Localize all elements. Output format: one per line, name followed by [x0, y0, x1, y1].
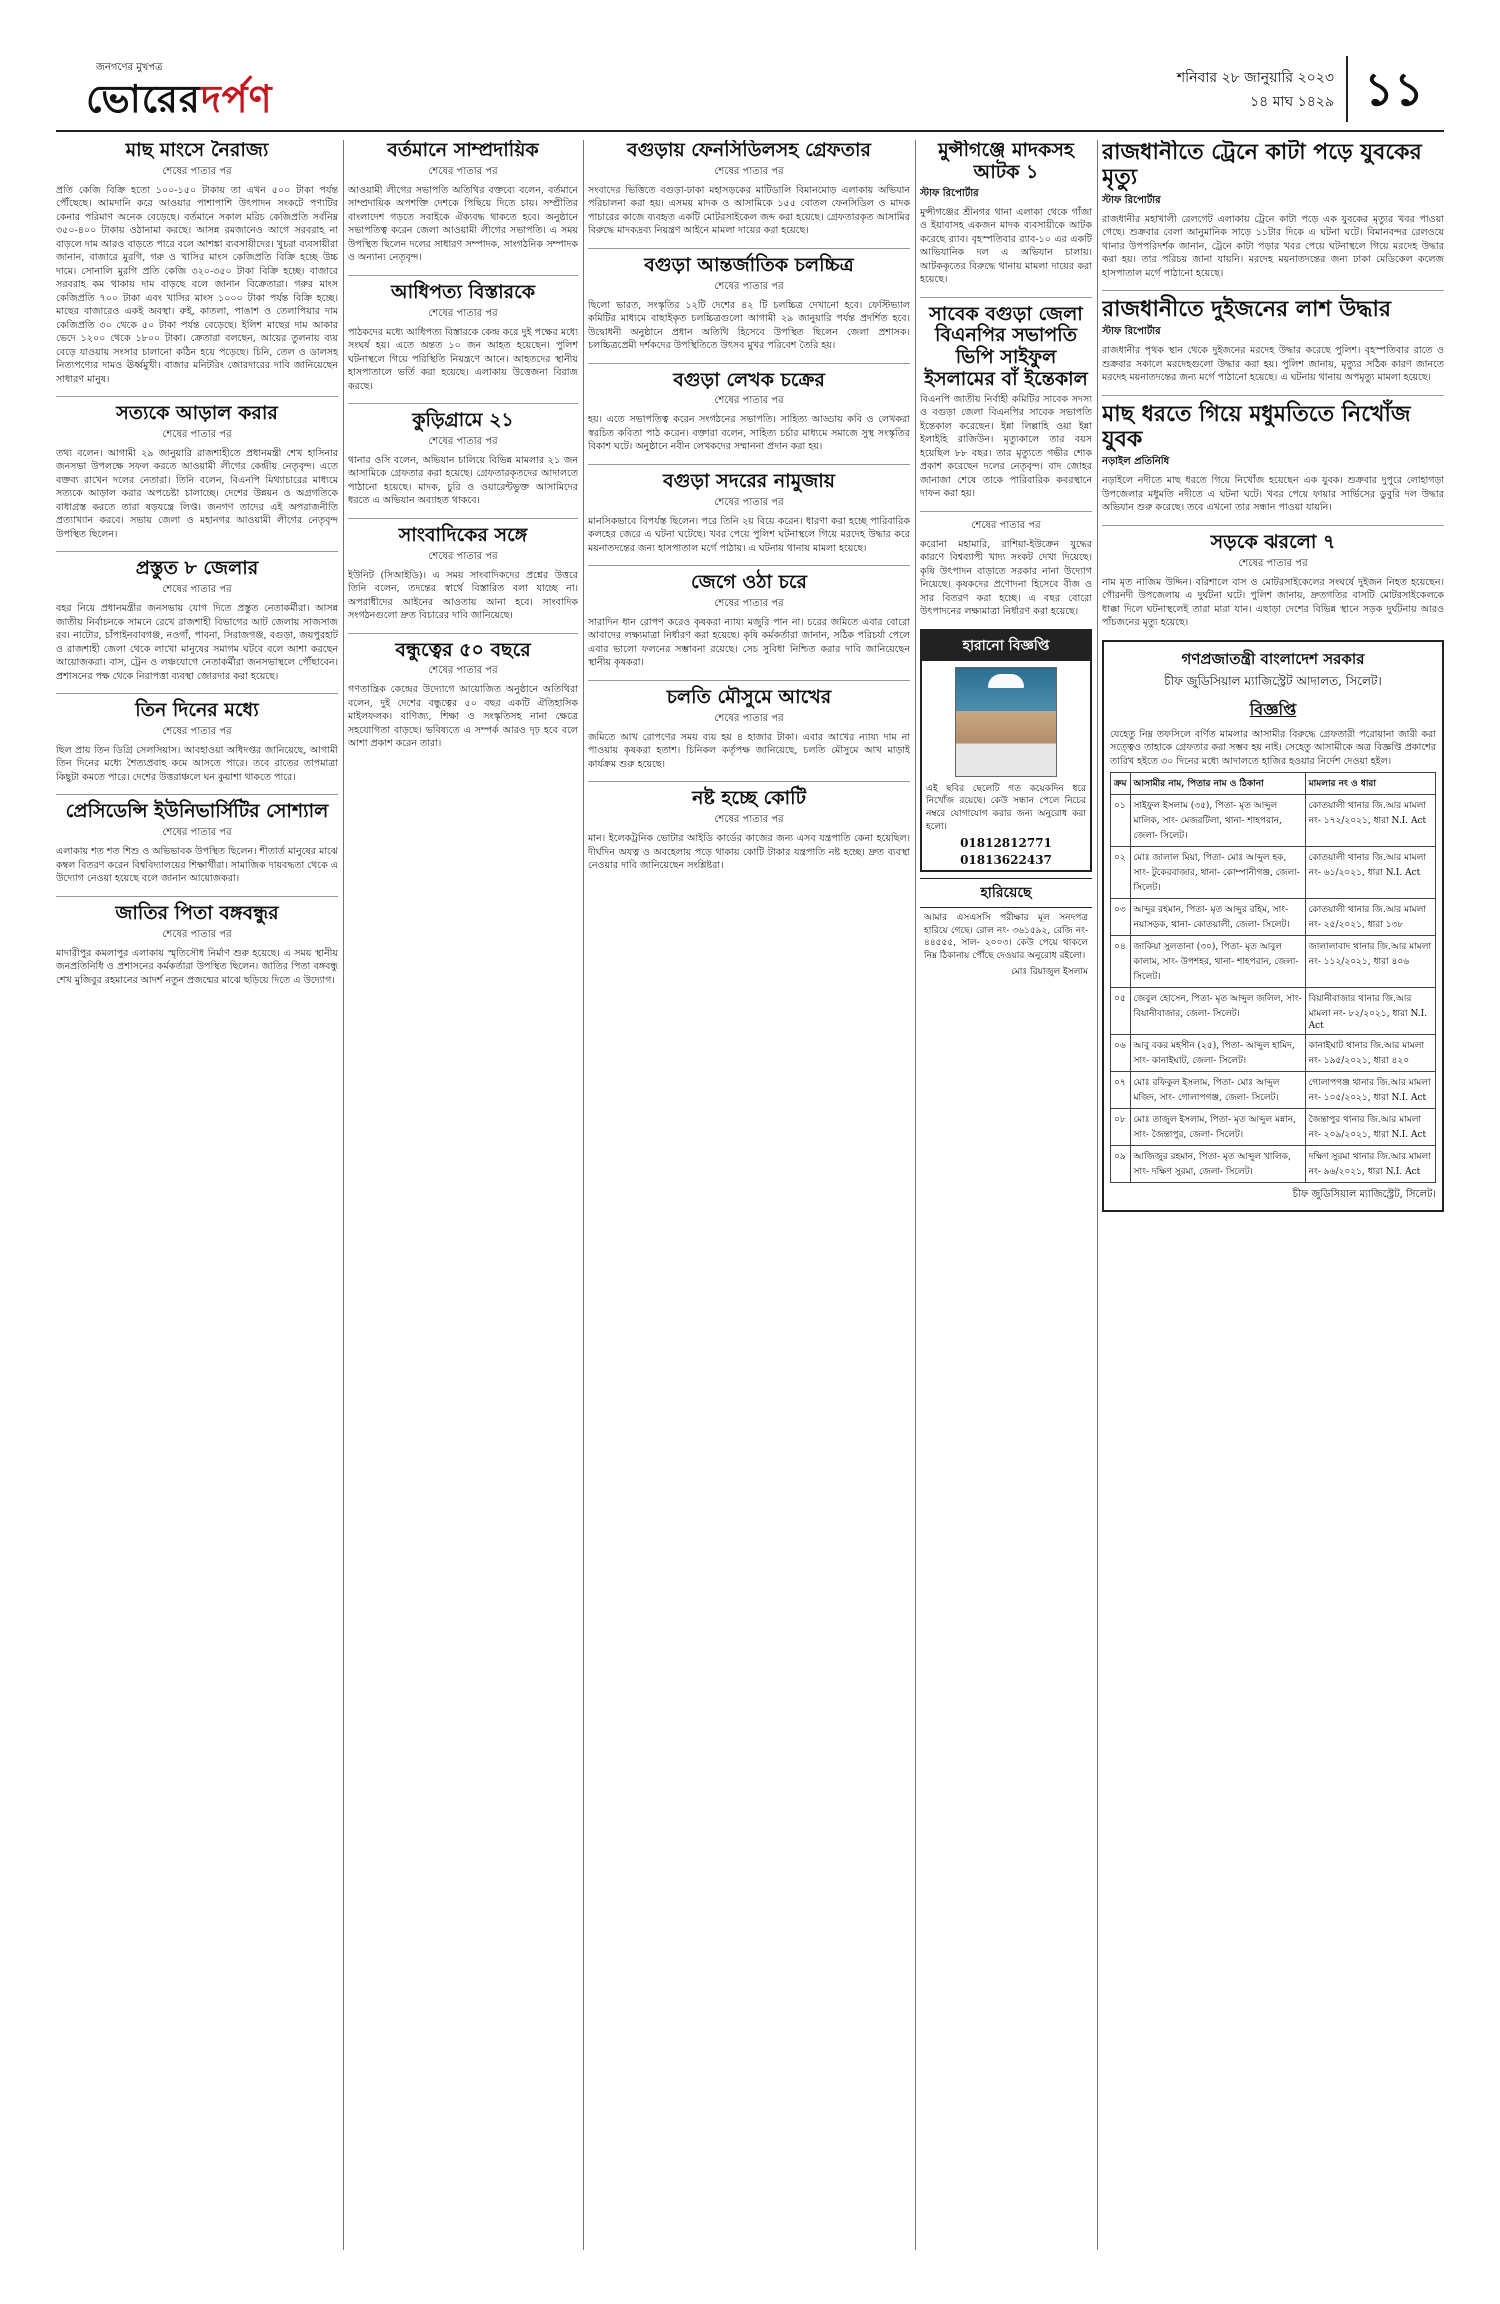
table-cell: কোতয়ালী থানার জি.আর মামলা নং- ১৭২/২০২১, ধারা N.I. Act — [1305, 795, 1435, 847]
masthead — [56, 56, 1444, 132]
article-body: মাদারীপুর কমলাপুর এলাকায় স্মৃতিসৌধ নির্মাণ শুরু হয়েছে। এ সময় স্থানীয় জনপ্রতিনিধি ও প্রশাসনের কর্মকর্তারা উপস্থিত ছিলেন। জাতির পিতা বঙ্গবন্ধু শেখ মুজিবুর রহমানের আদর্শ নতুন প্রজন্মের মাঝে ছড়িয়ে দিতে এ উদ্যোগ। — [56, 947, 338, 986]
notice-label: বিজ্ঞপ্তি — [1249, 699, 1297, 719]
lost-notice-title: হারানো বিজ্ঞপ্তি — [922, 631, 1090, 661]
article — [588, 370, 910, 454]
column-divider — [343, 140, 344, 2250]
article-headline[interactable]: রাজধানীতে দুইজনের লাশ উদ্ধার — [1102, 296, 1391, 323]
article-body: করোনা মহামারি, রাশিয়া-ইউক্রেন যুদ্ধের কারণে বিশ্বব্যাপী খাদ্য সংকট দেখা দিয়েছে। কৃষি উৎপাদন বাড়াতে সরকার নানা উদ্যোগ নিয়েছে। কৃষকদের প্রণোদনা হিসেবে বীজ ও সার বিতরণ করা হচ্ছে। এ বছর বোরো উৎপাদনের লক্ষ্যমাত্রা নির্ধারণ করা হয়েছে। — [920, 538, 1092, 618]
article-body: মানসিকভাবে বিপর্যস্ত ছিলেন। পরে তিনি ২য় বিয়ে করেন। ধারণা করা হচ্ছে পারিবারিক কলহের জেরে এ ঘটনা ঘটেছে। খবর পেয়ে পুলিশ ঘটনাস্থলে গিয়ে মরদেহ উদ্ধার করে ময়নাতদন্তের জন্য হাসপাতাল মর্গে পাঠায়। এ ঘটনায় থানায় মামলা হয়েছে। — [588, 515, 910, 554]
table-row — [1111, 795, 1436, 847]
table-cell: জাকিয়া সুলতানা (৩০), পিতা- মৃত আবুল কালাম, সাং- উপশহর, থানা- শাহপরান, জেলা- সিলেট। — [1130, 936, 1305, 988]
column-3 — [588, 140, 910, 2250]
article-body: এলাকায় শত শত শিশু ও অভিভাবক উপস্থিত ছিলেন। শীতার্ত মানুষের মাঝে কম্বল বিতরণ করেন বিশ্ববিদ্যালয়ের শিক্ষার্থীরা। সামাজিক দায়বদ্ধতা থেকে এ উদ্যোগ নেওয়া হয়েছে বলে জানান আয়োজকরা। — [56, 846, 338, 885]
article-headline[interactable]: মাছ মাংসে নৈরাজ্য — [125, 140, 269, 161]
article-body: আওয়ামী লীগের সভাপতি অতিথির বক্তব্যে বলেন, বর্তমানে সাম্প্রদায়িক অপশক্তি দেশকে পিছিয়ে দিতে চায়। সম্প্রীতির বাংলাদেশ গড়তে সবাইকে ঐক্যবদ্ধ থাকতে হবে। অনুষ্ঠানে সভাপতিত্ব করেন জেলা আওয়ামী লীগের সভাপতি। এ সময় উপস্থিত ছিলেন দলের সাধারণ সম্পাদক, সাংগঠনিক সম্পাদক ও অন্যান্য নেতৃবৃন্দ। — [348, 184, 578, 264]
article-separator — [588, 363, 910, 364]
article-headline[interactable]: বর্তমানে সাম্প্রদায়িক — [387, 140, 539, 161]
notice-table — [1110, 772, 1436, 1183]
article — [56, 801, 338, 885]
column-header: মামলার নং ও ধারা — [1305, 773, 1435, 795]
lost-notice — [920, 629, 1092, 872]
article — [1102, 140, 1444, 280]
article — [1102, 532, 1444, 630]
continuation-label: শেষের পাতার পর — [971, 519, 1041, 531]
article-body: মান। ইলেকট্রনিক ভোটার আইডি কার্ডের কাজের জন্য এসব যন্ত্রপাতি কেনা হয়েছিল। দীর্ঘদিন অযত্ন ও অবহেলায় পড়ে থাকায় কোটি টাকার যন্ত্রপাতি নষ্ট হচ্ছে। দ্রুত ব্যবস্থা নেওয়ার দাবি জানিয়েছেন সংশ্লিষ্টরা। — [588, 833, 910, 872]
article — [56, 558, 338, 683]
table-cell: ০৯ — [1111, 1146, 1131, 1183]
table-row — [1111, 988, 1436, 1035]
article — [348, 282, 578, 393]
table-cell: জৈন্তাপুর থানার জি.আর মামলা নং- ২০৯/২০২১, ধারা N.I. Act — [1305, 1109, 1435, 1146]
date-gregorian: শনিবার ২৮ জানুয়ারি ২০২৩ — [1176, 70, 1334, 86]
table-cell: আব্দুর রহমান, পিতা- মৃত আব্দুর রহিম, সাং- নয়াসড়ক, থানা- কোতয়ালী, জেলা- সিলেট। — [1130, 899, 1305, 936]
page-number: ১১ — [1346, 56, 1440, 122]
continuation-label: শেষের পাতার পর — [1238, 557, 1308, 569]
article-body: রাজধানীর মহাখালী রেলগেট এলাকায় ট্রেনে কাটা পড়ে এক যুবকের মৃত্যুর খবর পাওয়া গেছে। শুক্রবার বেলা আনুমানিক সাড়ে ১১টার দিকে এ ঘটনা ঘটে। বিমানবন্দর রেলওয়ে থানার উপপরিদর্শক জানান, ট্রেনে কাটা পড়ার খবর পেয়ে ঘটনাস্থলে গিয়ে মরদেহ উদ্ধার করা হয়। তার পরিচয় জানা যায়নি। মরদেহ ময়নাতদন্তের জন্য ঢাকা মেডিকেল কলেজ হাসপাতাল মর্গে পাঠানো হয়েছে। — [1102, 213, 1444, 279]
article-separator — [348, 633, 578, 634]
lost-notice-text: এই ছবির ছেলেটি গত কয়েকদিন ধরে নিখোঁজ রয়েছে। কেউ সন্ধান পেলে নিচের নম্বরে যোগাযোগ করার জন্য অনুরোধ করা হলো। — [926, 783, 1086, 832]
table-cell: সাইফুল ইসলাম (৩৫), পিতা- মৃত আব্দুল মালিক, সাং- মেজরটিলা, থানা- শাহপরান, জেলা- সিলেট। — [1130, 795, 1305, 847]
table-cell: ০৬ — [1111, 1035, 1131, 1072]
table-row — [1111, 1072, 1436, 1109]
article-byline: স্টাফ রিপোর্টার — [1102, 194, 1161, 206]
article-separator — [348, 275, 578, 276]
table-cell: গোলাপগঞ্জ থানার জি.আর মামলা নং- ১০৫/২০২১, ধারা N.I. Act — [1305, 1072, 1435, 1109]
newspaper-logo — [86, 70, 273, 134]
contact-phone[interactable]: 01812812771 — [960, 836, 1052, 851]
table-cell: বিয়ানীবাজার থানার জি.আর মামলা নং- ৮২/২০২১, ধারা N.I. Act — [1305, 988, 1435, 1035]
article-headline[interactable]: চলতি মৌসুমে আখের — [666, 685, 832, 708]
article-body: রাজধানীর পৃথক স্থান থেকে দুইজনের মরদেহ উদ্ধার করেছে পুলিশ। বৃহস্পতিবার রাতে ও শুক্রবার সকালে মরদেহগুলো উদ্ধার করা হয়। পুলিশ জানায়, মৃত্যুর সঠিক কারণ জানতে মরদেহ ময়নাতদন্তের জন্য মর্গে পাঠানো হয়েছে। এ ঘটনায় থানায় অপমৃত্যু মামলা হয়েছে। — [1102, 345, 1444, 384]
article — [348, 525, 578, 623]
article-body: মুন্সীগঞ্জের শ্রীনগর থানা এলাকা থেকে গাঁজা ও ইয়াবাসহ একজন মাদক ব্যবসায়ীকে আটক করেছে র‍্যাব। বৃহস্পতিবার র‍্যাব-১০ এর একটি আভিযানিক দল এ অভিযান চালায়। আটককৃতের বিরুদ্ধে থানায় মামলা দায়ের করা হয়েছে। — [920, 206, 1092, 286]
column-5 — [1102, 140, 1444, 2250]
article-byline: স্টাফ রিপোর্টার — [920, 187, 979, 199]
article — [348, 640, 578, 751]
column-1 — [56, 140, 338, 2250]
continuation-label: শেষের পাতার পর — [714, 395, 784, 407]
table-cell: ০৭ — [1111, 1072, 1131, 1109]
article-separator — [920, 297, 1092, 298]
table-row — [1111, 1035, 1436, 1072]
notice-signature: চীফ জুডিসিয়াল ম্যাজিস্ট্রেট, সিলেট। — [1292, 1189, 1436, 1201]
missing-person-photo — [955, 667, 1057, 777]
article-byline: নড়াইল প্রতিনিধি — [1102, 456, 1170, 468]
article — [920, 304, 1092, 501]
continuation-label: শেষের পাতার পর — [162, 827, 232, 839]
table-cell: ০১ — [1111, 795, 1131, 847]
article-separator — [56, 896, 338, 897]
table-cell: ০২ — [1111, 847, 1131, 899]
column-divider — [915, 140, 916, 2250]
table-cell: ০৫ — [1111, 988, 1131, 1035]
table-cell: মোঃ তাজুল ইসলাম, পিতা- মৃত আব্দুল মন্নান, সাং- জৈন্তাপুর, জেলা- সিলেট। — [1130, 1109, 1305, 1146]
continuation-label: শেষের পাতার পর — [714, 814, 784, 826]
table-cell: ০৪ — [1111, 936, 1131, 988]
continuation-label: শেষের পাতার পর — [428, 435, 498, 447]
table-cell: মোঃ জালাল মিয়া, পিতা- মোঃ আব্দুল হক, সাং- টুকেরবাজার, থানা- কোম্পানীগঞ্জ, জেলা- সিলেট। — [1130, 847, 1305, 899]
table-row — [1111, 899, 1436, 936]
table-cell: আজিজুর রহমান, পিতা- মৃত আব্দুল খালিক, সাং- দক্ষিণ সুরমা, জেলা- সিলেট। — [1130, 1146, 1305, 1183]
table-cell: আবু বকর মহসীন (২৫), পিতা- আব্দুল হামিদ, সাং- কানাইঘাট, জেলা- সিলেট। — [1130, 1035, 1305, 1072]
article — [920, 518, 1092, 619]
table-cell: জেবুল হোসেন, পিতা- মৃত আব্দুল জলিল, সাং- বিয়ানীবাজার, জেলা- সিলেট। — [1130, 988, 1305, 1035]
article-body: সারাদিন ধান রোপণ করেও কৃষকরা ন্যায্য মজুরি পান না। চরের জমিতে এবার বোরো আবাদের লক্ষ্যমাত্রা নির্ধারণ করা হয়েছে। কৃষি কর্মকর্তারা জানান, সঠিক পরিচর্যা পেলে এবার ভালো ফলনের সম্ভাবনা রয়েছে। সেচ সুবিধা নিশ্চিত করার দাবি জানিয়েছেন স্থানীয় কৃষকরা। — [588, 617, 910, 669]
table-cell: ০৩ — [1111, 899, 1131, 936]
court-notice — [1102, 640, 1444, 1212]
table-cell: জালালাবাদ থানার জি.আর মামলা নং- ১১২/২০২১, ধারা ৪০৬ — [1305, 936, 1435, 988]
article-separator — [920, 511, 1092, 512]
article — [920, 140, 1092, 287]
article-headline[interactable]: নষ্ট হচ্ছে কোটি — [692, 787, 806, 810]
article-headline[interactable]: বগুড়ায় ফেনসিডিলসহ গ্রেফতার — [627, 140, 871, 161]
cap-icon — [988, 674, 1024, 688]
column-header: ক্রম — [1111, 773, 1131, 795]
article-headline[interactable]: মুন্সীগঞ্জে মাদকসহ আটক ১ — [938, 140, 1074, 183]
table-row — [1111, 847, 1436, 899]
article — [588, 788, 910, 872]
column-divider — [1097, 140, 1098, 2250]
missing-notice-text: আমার এসএসসি পরীক্ষার মূল সনদপত্র হারিয়ে গেছে। রোল নং- ৩৬১৫৯২, রেজি নং- ৪৪৫৫৫, সাল- ২০০৩। কেউ পেয়ে থাকলে নিম্ন ঠিকানায় পৌঁছে দেওয়ার অনুরোধ রইলো। — [924, 913, 1088, 961]
date-bangla: ১৪ মাঘ ১৪২৯ — [1250, 94, 1334, 110]
article-headline[interactable]: সড়কে ঝরলো ৭ — [1210, 530, 1336, 553]
article-separator — [588, 680, 910, 681]
article-separator — [56, 551, 338, 552]
article-headline[interactable]: রাজধানীতে ট্রেনে কাটা পড়ে যুবকের মৃত্যু — [1102, 140, 1422, 191]
article-headline[interactable]: সাংবাদিকের সঙ্গে — [398, 523, 528, 546]
article-separator — [588, 565, 910, 566]
continuation-label: শেষের পাতার পর — [162, 428, 232, 440]
table-cell: কোতয়ালী থানার জি.আর মামলা নং- ৬১/২০২১, ধারা N.I. Act — [1305, 847, 1435, 899]
table-cell: কানাইঘাট থানার জি.আর মামলা নং- ১৯৫/২০২১, ধারা ৪২০ — [1305, 1035, 1435, 1072]
article — [588, 255, 910, 353]
article-separator — [588, 248, 910, 249]
continuation-label: শেষের পাতার পর — [714, 712, 784, 724]
continuation-label: শেষের পাতার পর — [714, 496, 784, 508]
article — [56, 700, 338, 784]
article-body: বিএনপি জাতীয় নির্বাহী কমিটির সাবেক সদস্য ও বগুড়া জেলা বিএনপির সাবেক সভাপতি ইন্তেকাল করেছেন। ইন্না লিল্লাহি ওয়া ইন্না ইলাইহি রাজিউন। মৃত্যুকালে তার বয়স হয়েছিল ৮৮ বছর। তার মৃত্যুতে গভীর শোক প্রকাশ করেছেন দলের নেতৃবৃন্দ। বাদ জোহর জানাজা শেষে তাকে পারিবারিক কবরস্থানে দাফন করা হয়। — [920, 393, 1092, 500]
article-headline[interactable]: সাবেক বগুড়া জেলা বিএনপির সভাপতি ভিপি সাইফুল ইসলামের বাঁ ইন্তেকাল — [924, 302, 1088, 391]
table-row — [1111, 1109, 1436, 1146]
article-headline[interactable]: জেগে ওঠা চরে — [690, 571, 807, 594]
contact-phone[interactable]: 01813622437 — [960, 853, 1052, 868]
brand-name-part1: ভোরের — [86, 76, 201, 121]
article-body: থানার ওসি বলেন, অভিযান চালিয়ে বিভিন্ন মামলার ২১ জন আসামিকে গ্রেফতার করা হয়েছে। গ্রেফতারকৃতদের আদালতে পাঠানো হয়েছে। মাদক, চুরি ও ওয়ারেন্টভুক্ত আসামিদের ধরতে এ অভিযান অব্যাহত থাকবে। — [348, 454, 578, 507]
continuation-label: শেষের পাতার পর — [162, 725, 232, 737]
column-header: আসামীর নাম, পিতার নাম ও ঠিকানা — [1130, 773, 1305, 795]
continuation-label: শেষের পাতার পর — [428, 307, 498, 319]
continuation-label: শেষের পাতার পর — [428, 550, 498, 562]
article-separator — [1102, 290, 1444, 291]
article-separator — [1102, 395, 1444, 396]
article-headline[interactable]: সত্যকে আড়াল করার — [116, 402, 278, 425]
article-headline[interactable]: প্রেসিডেন্সি ইউনিভার্সিটির সোশ্যাল — [65, 800, 329, 823]
article-separator — [588, 464, 910, 465]
article-body: বহর নিয়ে প্রধানমন্ত্রীর জনসভায় যোগ দিতে প্রস্তুত নেতাকর্মীরা। আসন্ন জাতীয় নির্বাচনকে সামনে রেখে রাজশাহী বিভাগের আট জেলায় সাজসাজ রব। নাটোর, চাঁপাইনবাবগঞ্জ, নওগাঁ, পাবনা, সিরাজগঞ্জ, বগুড়া, জয়পুরহাট ও রাজশাহী জেলা থেকে লাখো মানুষের সমাগম ঘটবে বলে আশা করছেন আয়োজকরা। বাস, ট্রেন ও লঞ্চযোগে নেতাকর্মীরা জনসভাস্থলে পৌঁছাবেন। প্রশাসনের পক্ষ থেকে নিরাপত্তা ব্যবস্থা জোরদার করা হয়েছে। — [56, 603, 338, 682]
continuation-label: শেষের পাতার পর — [714, 165, 784, 177]
continuation-label: শেষের পাতার পর — [714, 280, 784, 292]
notice-court: চীফ জুডিসিয়াল ম্যাজিস্ট্রেট আদালত, সিলেট। — [1164, 673, 1382, 688]
table-cell: দক্ষিণ সুরমা থানার জি.আর মামলা নং- ৯৬/২০২১, ধারা N.I. Act — [1305, 1146, 1435, 1183]
article — [56, 140, 338, 386]
article-body: পাঠকদের মধ্যে আধিপত্য বিস্তারকে কেন্দ্র করে দুই পক্ষের মধ্যে সংঘর্ষ হয়। এতে অন্তত ১০ জন আহত হয়েছেন। পুলিশ ঘটনাস্থলে গিয়ে পরিস্থিতি নিয়ন্ত্রণে আনে। আহতদের স্থানীয় হাসপাতালে ভর্তি করা হয়েছে। এলাকায় উত্তেজনা বিরাজ করছে। — [348, 326, 578, 392]
article — [1102, 402, 1444, 515]
article-headline[interactable]: বন্ধুত্বের ৫০ বছরে — [395, 638, 531, 661]
continuation-label: শেষের পাতার পর — [162, 165, 232, 177]
article-separator — [56, 396, 338, 397]
article-headline[interactable]: বগুড়া লেখক চক্রের — [673, 368, 825, 391]
article-separator — [1102, 525, 1444, 526]
column-divider — [583, 140, 584, 2250]
article-body: গণতান্ত্রিক কেন্দ্রের উদ্যোগে আয়োজিত অনুষ্ঠানে অতিথিরা বলেন, দুই দেশের বন্ধুত্বের ৫০ বছর একটি ঐতিহাসিক মাইলফলক। বাণিজ্য, শিক্ষা ও সংস্কৃতিসহ নানা ক্ষেত্রে সহযোগিতা বাড়ছে। ভবিষ্যতে এ সম্পর্ক আরও দৃঢ় হবে বলে আশা প্রকাশ করেন তারা। — [348, 684, 578, 750]
article — [588, 471, 910, 555]
continuation-label: শেষের পাতার পর — [714, 598, 784, 609]
article-body: প্রতি কেজি বিক্রি হতো ১০০-১৫০ টাকায় তা এখন ৫০০ টাকা পর্যন্ত পৌঁছেছে। আমদানি করে আওয়ার পাশাপাশি উৎপাদন সংকটে পণ্যটির কেনার পরিমাণ অনেক বেড়েছে। বর্তমানে সকাল মরিচ কেজিপ্রতি সর্বনিম্ন ৩৫০-৪০০ টাকায় ওঠানামা করছে। আসন্ন রমজানেও আগে সরবরাহ না বাড়লে দাম আরও বাড়তে পারে বলে আশঙ্কা ব্যবসায়ীদের। খুচরা ব্যবসায়ীরা জানান, বাজারে মুরগি, গরু ও খাসির মাংস কেজিপ্রতি বিক্রি হচ্ছে উচ্চ দামে। সোনালি মুরগি প্রতি কেজি ৩২০-৩৫০ টাকা বিক্রি হচ্ছে। বাজারে সরবরাহ কম থাকায় দাম বাড়ছে বলে জানান বিক্রেতারা। গরুর মাংস কেজিপ্রতি ৭০০ টাকা এবং খাসির মাংস ১০০০ টাকা পর্যন্ত বিক্রি হচ্ছে। মাছের বাজারেও একই অবস্থা। রুই, কাতলা, পাঙাশ ও তেলাপিয়ার দাম কেজিপ্রতি ৩০ থেকে ৫০ টাকা পর্যন্ত বেড়েছে। ইলিশ মাছের দাম আকার ভেদে ১২০০ থেকে ১৮০০ টাকা। ক্রেতারা বলছেন, আয়ের তুলনায় ব্যয় বেড়ে যাওয়ায় সংসার চালানো কঠিন হয়ে পড়েছে। চিনি, তেল ও ডালসহ নিত্যপণ্যের দামও ঊর্ধ্বমুখী। বাজার মনিটরিং জোরদারের দাবি জানিয়েছেন সাধারণ মানুষ। — [56, 184, 338, 385]
article-byline: স্টাফ রিপোর্টার — [1102, 326, 1161, 338]
article-headline[interactable]: কুড়িগ্রামে ২১ — [412, 409, 514, 432]
article — [348, 140, 578, 265]
article-separator — [56, 693, 338, 694]
article-separator — [588, 781, 910, 782]
table-cell: মোঃ রফিকুল ইসলাম, পিতা- মোঃ আব্দুল মজিদ, সাং- গোলাপগঞ্জ, জেলা- সিলেট। — [1130, 1072, 1305, 1109]
article — [588, 572, 910, 670]
article-separator — [348, 518, 578, 519]
article-headline[interactable]: তিন দিনের মধ্যে — [135, 699, 259, 722]
notice-government: গণপ্রজাতন্ত্রী বাংলাদেশ সরকার — [1181, 649, 1365, 668]
article-headline[interactable]: আধিপত্য বিস্তারকে — [390, 280, 536, 303]
article-body: ইউনিট (সিআইডি)। এ সময় সাংবাদিকদের প্রশ্নের উত্তরে তিনি বলেন, তদন্তের স্বার্থে বিস্তারিত বলা যাচ্ছে না। অপরাধীদের আইনের আওতায় আনা হবে। সাংবাদিক সংগঠনগুলো দ্রুত বিচারের দাবি জানিয়েছে। — [348, 569, 578, 622]
article — [588, 687, 910, 771]
table-row — [1111, 1146, 1436, 1183]
table-row — [1111, 936, 1436, 988]
article-headline[interactable]: জাতির পিতা বঙ্গবন্ধুর — [115, 901, 279, 924]
article-headline[interactable]: মাছ ধরতে গিয়ে মধুমতিতে নিখোঁজ যুবক — [1102, 400, 1411, 453]
table-header-row — [1111, 773, 1436, 795]
article-headline[interactable]: বগুড়া আন্তর্জাতিক চলচ্চিত্র — [644, 253, 854, 276]
article-body: নাম মৃত নাজিম উদ্দিন। বরিশালে বাস ও মোটরসাইকেলের সংঘর্ষে দুইজন নিহত হয়েছেন। গৌরনদী উপজেলায় এ দুর্ঘটনা ঘটে। পুলিশ জানায়, দ্রুতগতির বাসটি মোটরসাইকেলকে ধাক্কা দিলে ঘটনাস্থলেই তারা মারা যান। এছাড়া দেশের বিভিন্ন স্থানে সড়ক দুর্ঘটনায় আরও পাঁচজনের মৃত্যু হয়েছে। — [1102, 576, 1444, 629]
brand-tagline: জনগণের মুখপত্র — [96, 62, 163, 73]
article-separator — [56, 794, 338, 795]
article-body: সংবাদের ভিত্তিতে বগুড়া-ঢাকা মহাসড়কের মাটিডালি বিমানমোড় এলাকায় অভিযান পরিচালনা করা হয়। এসময় মাদক ও আসামিকে ১৫৫ বোতল ফেনসিডিল ও মাদক পাচারের কাজে ব্যবহৃত একটি মোটরসাইকেল জব্দ করা হয়েছে। গ্রেফতারকৃত আসামির বিরুদ্ধে মাদকদ্রব্য নিয়ন্ত্রণ আইনে মামলা দায়ের করা হয়েছে। — [588, 184, 910, 237]
column-2 — [348, 140, 578, 2250]
article-headline[interactable]: প্রস্তুত ৮ জেলার — [135, 557, 259, 580]
article — [56, 903, 338, 987]
article-headline[interactable]: বগুড়া সদরের নামুজায় — [663, 469, 835, 492]
article — [588, 140, 910, 238]
continuation-label: শেষের পাতার পর — [428, 665, 498, 677]
brand-name-part2: দর্পণ — [200, 76, 273, 121]
column-4 — [920, 140, 1092, 2250]
table-cell: কোতয়ালী থানার জি.আর মামলা নং- ২৫/২০২১, ধারা ১৩৮ — [1305, 899, 1435, 936]
article-body: নড়াইলে নদীতে মাছ ধরতে গিয়ে নিখোঁজ হয়েছেন এক যুবক। শুক্রবার দুপুরে লোহাগড়া উপজেলার মধুমতি নদীতে এ ঘটনা ঘটে। খবর পেয়ে ফায়ার সার্ভিসের ডুবুরি দল উদ্ধার অভিযান শুরু করেছে। তবে এখনো তার সন্ধান পাওয়া যায়নি। — [1102, 475, 1444, 514]
article-body: ছিল প্রায় তিন ডিগ্রি সেলসিয়াস। আবহাওয়া অধিদপ্তর জানিয়েছে, আগামী তিন দিনের মধ্যে শৈত্যপ্রবাহ কমে আসতে পারে। তবে রাতের তাপমাত্রা কিছুটা কমতে পারে। দেশের উত্তরাঞ্চলে ঘন কুয়াশা থাকতে পারে। — [56, 744, 338, 783]
continuation-label: শেষের পাতার পর — [428, 165, 498, 177]
article-body: ছিলো ভারত, সংস্কৃতির ১২টি দেশের ৪২ টি চলচ্চিত্র দেখানো হবে। ফেস্টিভ্যাল কমিটির মাধ্যমে বাছাইকৃত চলচ্চিত্রগুলো আগামী ২৯ জানুয়ারি পর্যন্ত প্রদর্শিত হবে। উদ্বোধনী অনুষ্ঠানে প্রধান অতিথি হিসেবে উপস্থিত ছিলেন জেলা প্রশাসক। চলচ্চিত্রপ্রেমী দর্শকদের উপস্থিতিতে উৎসব মুখর পরিবেশ তৈরি হয়। — [588, 299, 910, 352]
article-body: তথ্য বলেন। আগামী ২৯ জানুয়ারি রাজশাহীতে প্রধানমন্ত্রী শেখ হাসিনার জনসভা উপলক্ষে সফল করতে আওয়ামী লীগের কেন্দ্রীয় নেতৃবৃন্দ। এতে বক্তব্য রাখেন দলের নেতারা। তিনি বলেন, বিএনপি মিথ্যাচারের মাধ্যমে সত্যকে আড়াল করার অপচেষ্টা চালাচ্ছে। দেশের উন্নয়ন ও অগ্রগতিকে বাধাগ্রস্ত করতে তারা ষড়যন্ত্রে লিপ্ত। জনগণ তাদের এই অপরাজনীতি প্রত্যাখ্যান করবে। সভায় জেলা ও মহানগর আওয়ামী লীগের নেতৃবৃন্দ উপস্থিত ছিলেন। — [56, 447, 338, 540]
article-body: জমিতে আখ রোপণের সময় ব্যয় হয় ৪ হাজার টাকা। এবার আখের ন্যায্য দাম না পাওয়ায় কৃষকরা হতাশ। চিনিকল কর্তৃপক্ষ জানিয়েছে, চলতি মৌসুমে আখ মাড়াই কার্যক্রম শুরু হয়েছে। — [588, 731, 910, 770]
table-cell: ০৮ — [1111, 1109, 1131, 1146]
missing-notice-name: মোঃ রিয়াজুল ইসলাম — [1011, 966, 1088, 977]
article-separator — [348, 403, 578, 404]
article — [56, 403, 338, 541]
article — [1102, 297, 1444, 385]
continuation-label: শেষের পাতার পর — [162, 584, 232, 596]
notice-intro: যেহেতু নিম্ন তফসিলে বর্ণিত মামলার আসামীর বিরুদ্ধে গ্রেফতারী পরোয়ানা জারী করা সত্ত্বেও তাহাকে গ্রেফতার করা সম্ভব হয় নাই। সেহেতু আসামীকে অত্র বিজ্ঞপ্তি প্রকাশের তারিখ হইতে ৩০ দিনের মধ্যে আদালতে হাজির হওয়ার নির্দেশ দেওয়া হইল। — [1110, 728, 1436, 767]
article-body: হয়। এতে সভাপতিত্ব করেন সংগঠনের সভাপতি। সাহিত্য আড্ডায় কবি ও লেখকরা স্বরচিত কবিতা পাঠ করেন। বক্তারা বলেন, সাহিত্য চর্চার মাধ্যমে সমাজে সুস্থ সংস্কৃতির বিকাশ ঘটে। অনুষ্ঠানে নবীন লেখকদের সম্মাননা প্রদান করা হয়। — [588, 414, 910, 453]
article — [348, 410, 578, 508]
missing-notice-title: হারিয়েছে — [920, 878, 1092, 908]
continuation-label: শেষের পাতার পর — [162, 928, 232, 940]
